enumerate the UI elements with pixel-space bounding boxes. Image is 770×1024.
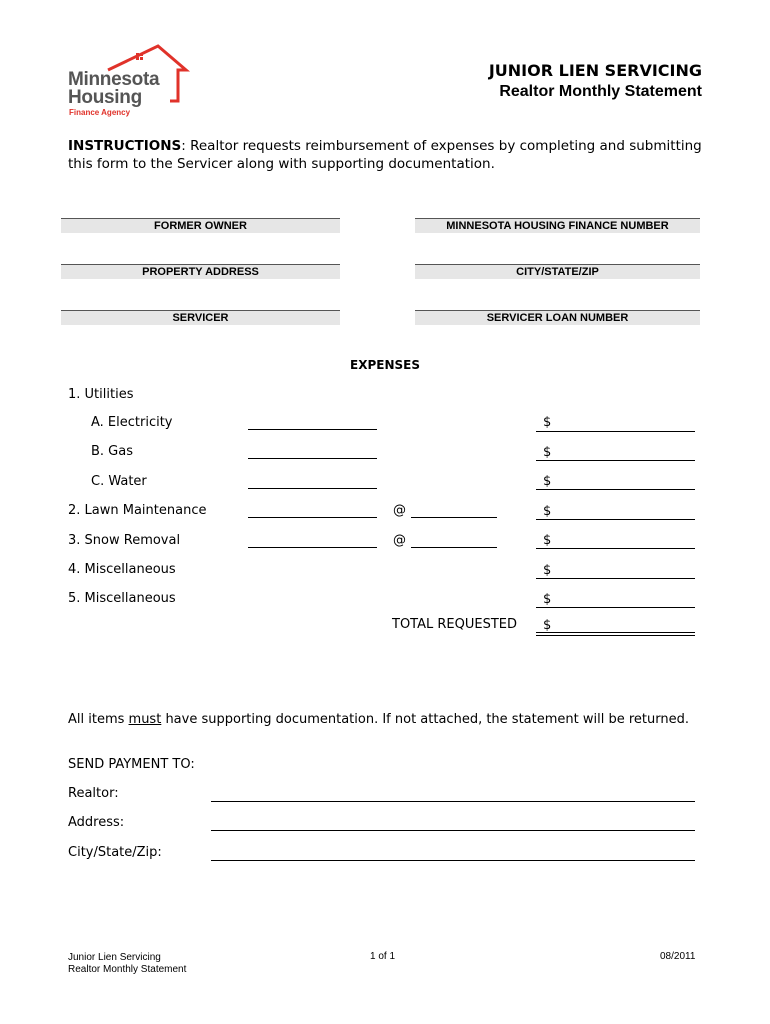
snow-at-sign: @	[393, 533, 406, 548]
logo-line-3: Finance Agency	[69, 108, 131, 117]
misc-1-dollar: $	[543, 563, 552, 578]
documentation-note	[68, 712, 689, 727]
electricity-description-line[interactable]	[248, 429, 377, 430]
water-label: C. Water	[91, 474, 147, 489]
mhfa-number-field[interactable]: MINNESOTA HOUSING FINANCE NUMBER	[415, 218, 700, 233]
gas-dollar: $	[543, 445, 552, 460]
former-owner-field[interactable]: FORMER OWNER	[61, 218, 340, 233]
logo-line-1: Minnesota	[68, 69, 160, 90]
electricity-amount-line[interactable]	[536, 431, 695, 432]
instructions-label: INSTRUCTIONS	[68, 138, 182, 154]
footer-line-1: Junior Lien Servicing	[68, 952, 161, 963]
snow-removal-label: 3. Snow Removal	[68, 533, 181, 548]
gas-description-line[interactable]	[248, 458, 377, 459]
city-state-zip-label: City/State/Zip:	[68, 845, 162, 860]
note-after: have supporting documentation. If not attached, the statement will be returned.	[161, 712, 689, 727]
expenses-heading: EXPENSES	[350, 358, 420, 372]
electricity-dollar: $	[543, 415, 552, 430]
total-requested-label: TOTAL REQUESTED	[392, 617, 517, 632]
instructions	[68, 137, 708, 173]
instructions-text: : Realtor requests reimbursement of expenses by completing and submitting this form to the Servicer along with supporting documentation.	[68, 138, 702, 172]
logo	[66, 44, 191, 120]
lawn-amount-line[interactable]	[536, 519, 695, 520]
snow-amount-line[interactable]	[536, 548, 695, 549]
logo-line-2: Housing	[68, 87, 142, 108]
form-subtitle: Realtor Monthly Statement	[499, 83, 702, 100]
lawn-maintenance-label: 2. Lawn Maintenance	[68, 503, 207, 518]
form-title: JUNIOR LIEN SERVICING	[488, 61, 702, 80]
property-address-field[interactable]: PROPERTY ADDRESS	[61, 264, 340, 279]
water-description-line[interactable]	[248, 488, 377, 489]
misc-2-label: 5. Miscellaneous	[68, 591, 176, 606]
address-label: Address:	[68, 815, 125, 830]
total-dollar: $	[543, 618, 552, 633]
total-amount-line-double	[536, 635, 695, 636]
gas-label: B. Gas	[91, 444, 133, 459]
electricity-label: A. Electricity	[91, 415, 173, 430]
realtor-line[interactable]	[211, 801, 695, 802]
snow-description-line[interactable]	[248, 547, 377, 548]
footer-left	[68, 952, 186, 976]
water-amount-line[interactable]	[536, 489, 695, 490]
utilities-label: 1. Utilities	[68, 387, 134, 402]
realtor-label: Realtor:	[68, 786, 119, 801]
lawn-dollar: $	[543, 504, 552, 519]
note-emphasis: must	[128, 712, 162, 727]
page-number: 1 of 1	[370, 951, 396, 962]
lawn-rate-line[interactable]	[411, 517, 497, 518]
lawn-at-sign: @	[393, 503, 406, 518]
footer-date: 08/2011	[660, 951, 696, 962]
send-payment-heading: SEND PAYMENT TO:	[68, 757, 195, 772]
servicer-field[interactable]: SERVICER	[61, 310, 340, 325]
address-line[interactable]	[211, 830, 695, 831]
misc-2-amount-line[interactable]	[536, 607, 695, 608]
misc-2-dollar: $	[543, 592, 552, 607]
city-state-zip-line[interactable]	[211, 860, 695, 861]
footer-line-2: Realtor Monthly Statement	[68, 964, 187, 975]
snow-dollar: $	[543, 533, 552, 548]
lawn-description-line[interactable]	[248, 517, 377, 518]
snow-rate-line[interactable]	[411, 547, 497, 548]
misc-1-label: 4. Miscellaneous	[68, 562, 176, 577]
note-before: All items	[68, 712, 129, 727]
servicer-loan-number-field[interactable]: SERVICER LOAN NUMBER	[415, 310, 700, 325]
misc-1-amount-line[interactable]	[536, 578, 695, 579]
gas-amount-line[interactable]	[536, 460, 695, 461]
total-amount-line[interactable]	[536, 632, 695, 633]
city-state-zip-field[interactable]: CITY/STATE/ZIP	[415, 264, 700, 279]
water-dollar: $	[543, 474, 552, 489]
